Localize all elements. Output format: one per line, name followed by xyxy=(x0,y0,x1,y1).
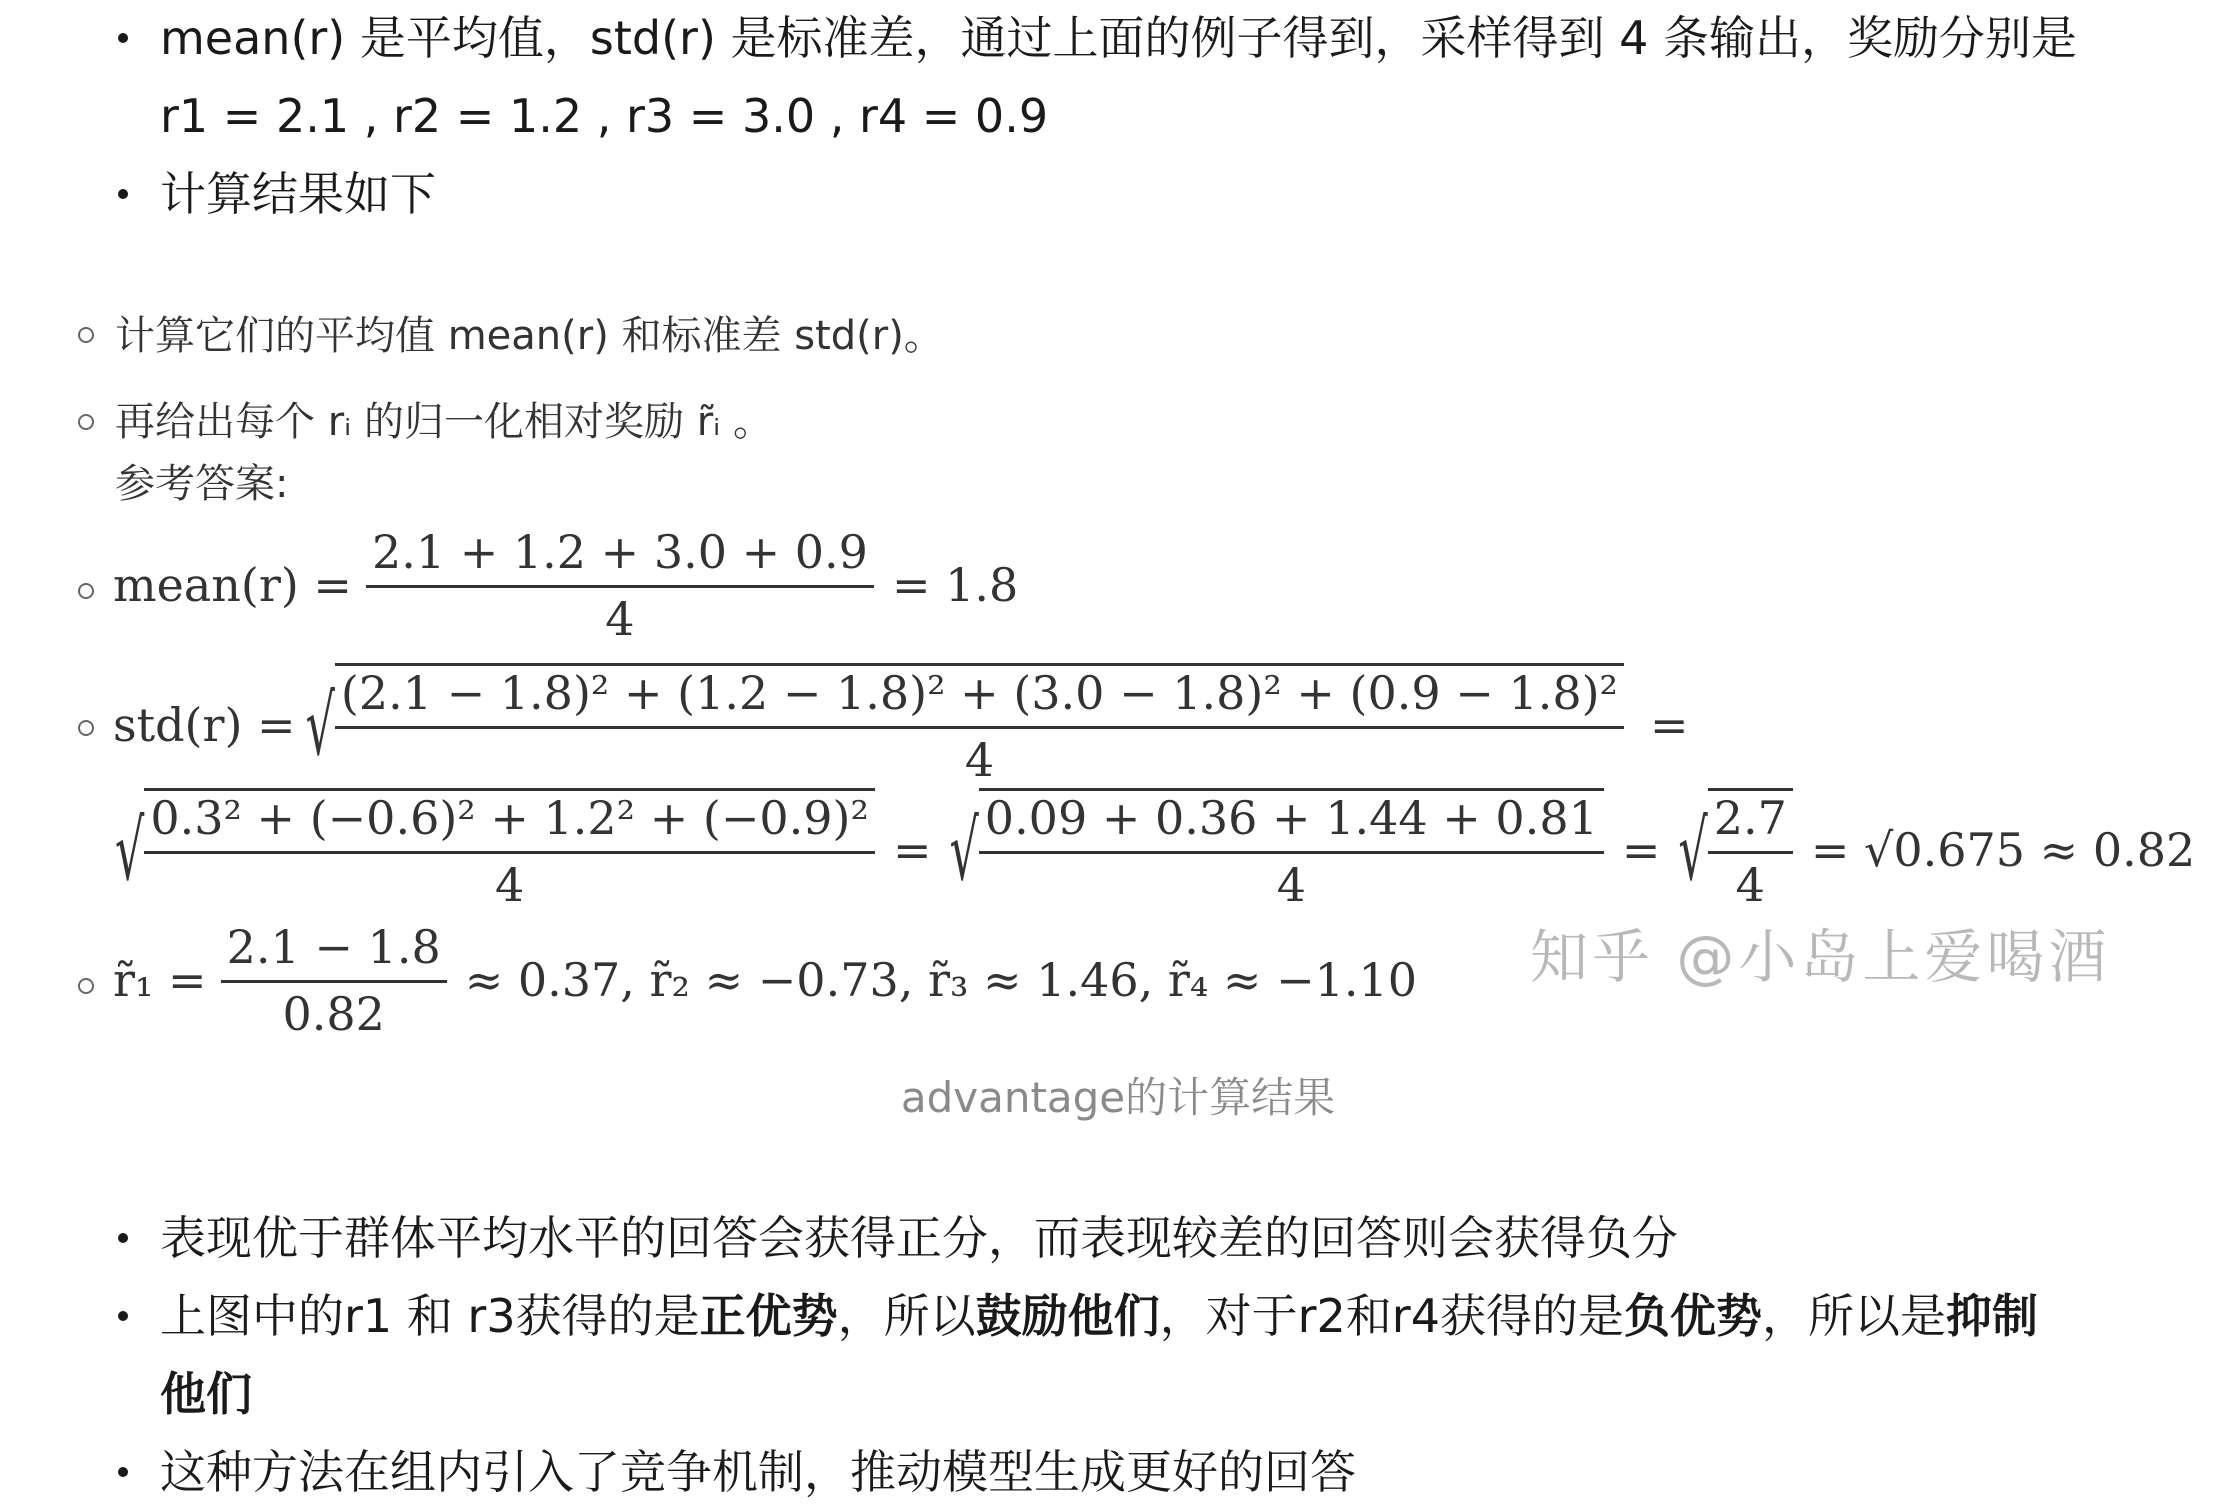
r-rest: ≈ 0.37, r̃₂ ≈ −0.73, r̃₃ ≈ 1.46, r̃₄ ≈ −1.10 xyxy=(464,953,1418,1007)
embedded-math-image xyxy=(0,280,2236,1050)
text-segment: 上图中的r1 和 r3获得的是 xyxy=(160,1289,700,1343)
mean-lhs: mean(r) = xyxy=(113,558,352,612)
std-denominator-3: 4 xyxy=(1276,858,1306,912)
bullet-text xyxy=(160,1278,2038,1354)
bullet-text: 计算结果如下 xyxy=(160,167,436,221)
std-result: = √0.675 ≈ 0.82 xyxy=(1810,823,2196,877)
bullet-dot xyxy=(118,1467,128,1477)
mean-fraction xyxy=(366,525,874,646)
equals: = xyxy=(892,823,932,877)
circle-bullet-icon xyxy=(78,583,94,599)
bullet-dot xyxy=(118,33,128,43)
std-numerator-3: 0.09 + 0.36 + 1.44 + 0.81 xyxy=(979,791,1604,854)
text-segment: ，所以 xyxy=(837,1289,976,1343)
answer-label: 参考答案: xyxy=(115,461,289,507)
std-sqrt-4 xyxy=(1678,788,1792,912)
r1-lhs: r̃₁ = xyxy=(113,953,207,1007)
circle-bullet-icon xyxy=(78,327,94,343)
circle-bullet-icon xyxy=(78,978,94,994)
std-equals: = xyxy=(1650,698,1689,752)
mean-formula xyxy=(113,525,1018,645)
bullet-text: mean(r) 是平均值，std(r) 是标准差，通过上面的例子得到，采样得到 4 条输出，奖励分别是 xyxy=(160,11,2078,65)
circle-bullet-icon xyxy=(78,414,94,430)
mean-result: = 1.8 xyxy=(891,558,1019,612)
sqrt-icon: √ xyxy=(115,801,145,899)
std-fraction-3 xyxy=(979,788,1604,912)
text-segment: ，对于r2和r4获得的是 xyxy=(1159,1289,1624,1343)
text-segment: ，所以是 xyxy=(1761,1289,1946,1343)
r1-numerator: 2.1 − 1.8 xyxy=(221,920,447,983)
r1-denominator: 0.82 xyxy=(282,986,385,1041)
std-numerator-4: 2.7 xyxy=(1708,791,1793,854)
bold-suppress: 抑制 xyxy=(1945,1289,2038,1343)
bold-positive-advantage: 正优势 xyxy=(699,1289,838,1343)
std-fraction-4 xyxy=(1708,788,1793,912)
std-numerator: (2.1 − 1.8)² + (1.2 − 1.8)² + (3.0 − 1.8)² + (0.9 − 1.8)² xyxy=(335,666,1624,729)
std-sqrt-2 xyxy=(115,788,875,912)
std-denominator-2: 4 xyxy=(494,858,525,912)
std-formula xyxy=(113,660,1689,790)
mean-numerator: 2.1 + 1.2 + 3.0 + 0.9 xyxy=(366,525,874,588)
std-numerator-2: 0.3² + (−0.6)² + 1.2² + (−0.9)² xyxy=(144,791,875,854)
std-continuation xyxy=(115,785,2195,915)
bullet-dot xyxy=(118,1311,128,1321)
std-sqrt-3 xyxy=(949,788,1603,912)
sqrt-icon: √ xyxy=(1678,801,1708,899)
std-lhs: std(r) = xyxy=(113,698,296,752)
bold-encourage: 鼓励他们 xyxy=(975,1289,1160,1343)
r1-fraction xyxy=(221,920,447,1041)
std-fraction-2 xyxy=(144,788,875,912)
watermark: 知乎 @小岛上爱喝酒 xyxy=(1530,923,2111,991)
circle-bullet-icon xyxy=(78,720,94,736)
equals: = xyxy=(1621,823,1661,877)
bullet-text: 这种方法在组内引入了竞争机制，推动模型生成更好的回答 xyxy=(160,1445,1356,1499)
bullet-text: 表现优于群体平均水平的回答会获得正分，而表现较差的回答则会获得负分 xyxy=(160,1211,1678,1265)
mean-denominator: 4 xyxy=(605,591,635,646)
std-fraction xyxy=(335,663,1624,787)
std-denominator-4: 4 xyxy=(1735,858,1765,912)
bullet-text-continuation: r1 = 2.1 , r2 = 1.2 , r3 = 3.0 , r4 = 0.9 xyxy=(160,89,1049,143)
std-sqrt xyxy=(306,663,1624,787)
image-caption: advantage的计算结果 xyxy=(900,1073,1336,1122)
bold-negative-advantage: 负优势 xyxy=(1623,1289,1762,1343)
sqrt-icon: √ xyxy=(305,676,335,774)
normalized-reward-formula xyxy=(113,920,1417,1040)
item-text: 计算它们的平均值 mean(r) 和标准差 std(r)。 xyxy=(115,313,944,359)
sqrt-icon: √ xyxy=(949,801,979,899)
std-denominator: 4 xyxy=(964,733,995,787)
bullet-dot xyxy=(118,1233,128,1243)
item-text: 再给出每个 rᵢ 的归一化相对奖励 r̃ᵢ 。 xyxy=(115,399,774,445)
bullet-text-continuation: 他们 xyxy=(160,1367,252,1421)
bullet-dot xyxy=(118,189,128,199)
